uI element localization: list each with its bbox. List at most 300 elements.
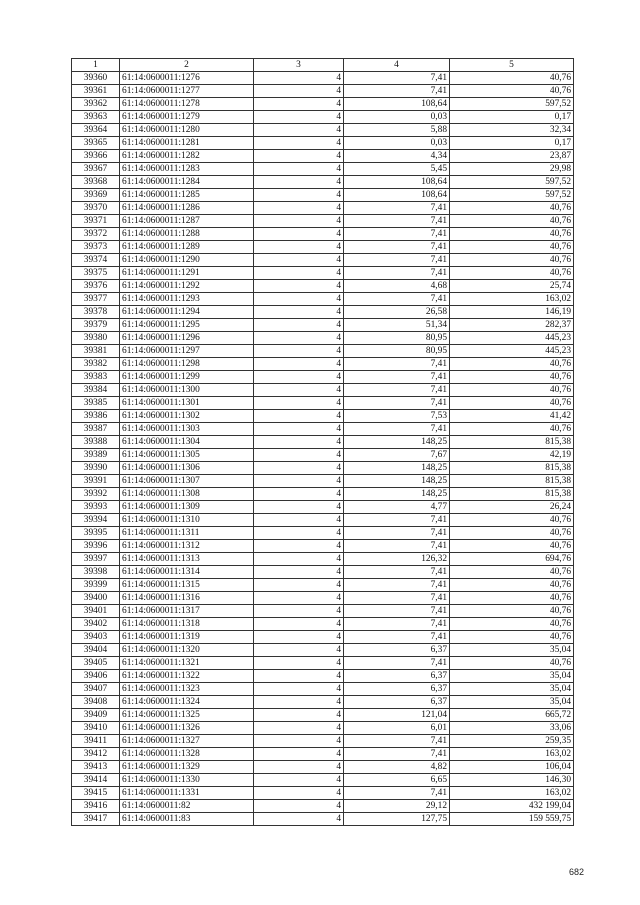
value-cell: 146,19 xyxy=(450,306,574,319)
table-row xyxy=(72,163,574,176)
row-number-cell: 39390 xyxy=(72,462,120,475)
cadastral-number-cell: 61:14:0600011:1286 xyxy=(120,202,254,215)
value-cell: 445,23 xyxy=(450,332,574,345)
cadastral-number-cell: 61:14:0600011:1319 xyxy=(120,631,254,644)
row-number-cell: 39369 xyxy=(72,189,120,202)
row-number-cell: 39404 xyxy=(72,644,120,657)
cadastral-number-cell: 61:14:0600011:1326 xyxy=(120,722,254,735)
cadastral-number-cell: 61:14:0600011:1292 xyxy=(120,280,254,293)
table-row xyxy=(72,254,574,267)
code-cell: 4 xyxy=(254,787,344,800)
area-cell: 7,41 xyxy=(344,202,450,215)
code-cell: 4 xyxy=(254,683,344,696)
code-cell: 4 xyxy=(254,280,344,293)
table-row xyxy=(72,748,574,761)
row-number-cell: 39366 xyxy=(72,150,120,163)
cadastral-number-cell: 61:14:0600011:1282 xyxy=(120,150,254,163)
area-cell: 7,41 xyxy=(344,423,450,436)
code-cell: 4 xyxy=(254,501,344,514)
table-row xyxy=(72,553,574,566)
value-cell: 40,76 xyxy=(450,605,574,618)
cadastral-number-cell: 61:14:0600011:1283 xyxy=(120,163,254,176)
row-number-cell: 39415 xyxy=(72,787,120,800)
table-row xyxy=(72,397,574,410)
area-cell: 7,41 xyxy=(344,228,450,241)
area-cell: 80,95 xyxy=(344,345,450,358)
area-cell: 7,53 xyxy=(344,410,450,423)
table-row xyxy=(72,735,574,748)
value-cell: 40,76 xyxy=(450,566,574,579)
cadastral-number-cell: 61:14:0600011:1318 xyxy=(120,618,254,631)
cadastral-number-cell: 61:14:0600011:1304 xyxy=(120,436,254,449)
area-cell: 7,41 xyxy=(344,748,450,761)
table-row xyxy=(72,709,574,722)
row-number-cell: 39365 xyxy=(72,137,120,150)
cadastral-number-cell: 61:14:0600011:1291 xyxy=(120,267,254,280)
code-cell: 4 xyxy=(254,202,344,215)
code-cell: 4 xyxy=(254,475,344,488)
area-cell: 26,58 xyxy=(344,306,450,319)
value-cell: 163,02 xyxy=(450,787,574,800)
table-header-row xyxy=(72,59,574,72)
value-cell: 40,76 xyxy=(450,540,574,553)
table-row xyxy=(72,124,574,137)
area-cell: 7,41 xyxy=(344,267,450,280)
area-cell: 7,41 xyxy=(344,358,450,371)
code-cell: 4 xyxy=(254,579,344,592)
value-cell: 597,52 xyxy=(450,98,574,111)
cadastral-number-cell: 61:14:0600011:1310 xyxy=(120,514,254,527)
column-header-1: 1 xyxy=(72,59,120,72)
row-number-cell: 39403 xyxy=(72,631,120,644)
value-cell: 32,34 xyxy=(450,124,574,137)
row-number-cell: 39396 xyxy=(72,540,120,553)
value-cell: 815,38 xyxy=(450,488,574,501)
value-cell: 40,76 xyxy=(450,358,574,371)
area-cell: 6,01 xyxy=(344,722,450,735)
row-number-cell: 39362 xyxy=(72,98,120,111)
value-cell: 282,37 xyxy=(450,319,574,332)
cadastral-number-cell: 61:14:0600011:1317 xyxy=(120,605,254,618)
cadastral-number-cell: 61:14:0600011:1329 xyxy=(120,761,254,774)
code-cell: 4 xyxy=(254,436,344,449)
value-cell: 40,76 xyxy=(450,228,574,241)
value-cell: 33,06 xyxy=(450,722,574,735)
cadastral-number-cell: 61:14:0600011:1306 xyxy=(120,462,254,475)
code-cell: 4 xyxy=(254,163,344,176)
area-cell: 7,41 xyxy=(344,540,450,553)
table-row xyxy=(72,306,574,319)
table-row xyxy=(72,150,574,163)
table-row xyxy=(72,540,574,553)
value-cell: 445,23 xyxy=(450,345,574,358)
code-cell: 4 xyxy=(254,241,344,254)
cadastral-number-cell: 61:14:0600011:1331 xyxy=(120,787,254,800)
code-cell: 4 xyxy=(254,735,344,748)
cadastral-number-cell: 61:14:0600011:1321 xyxy=(120,657,254,670)
area-cell: 7,41 xyxy=(344,397,450,410)
column-header-5: 5 xyxy=(450,59,574,72)
cadastral-number-cell: 61:14:0600011:1289 xyxy=(120,241,254,254)
row-number-cell: 39417 xyxy=(72,813,120,826)
table-row xyxy=(72,813,574,826)
row-number-cell: 39382 xyxy=(72,358,120,371)
value-cell: 0,17 xyxy=(450,111,574,124)
row-number-cell: 39409 xyxy=(72,709,120,722)
row-number-cell: 39374 xyxy=(72,254,120,267)
cadastral-number-cell: 61:14:0600011:1293 xyxy=(120,293,254,306)
code-cell: 4 xyxy=(254,85,344,98)
row-number-cell: 39413 xyxy=(72,761,120,774)
area-cell: 148,25 xyxy=(344,462,450,475)
table-row xyxy=(72,761,574,774)
code-cell: 4 xyxy=(254,345,344,358)
value-cell: 40,76 xyxy=(450,631,574,644)
cadastral-number-cell: 61:14:0600011:1320 xyxy=(120,644,254,657)
cadastral-number-cell: 61:14:0600011:1284 xyxy=(120,176,254,189)
cadastral-number-cell: 61:14:0600011:1281 xyxy=(120,137,254,150)
cadastral-number-cell: 61:14:0600011:82 xyxy=(120,800,254,813)
code-cell: 4 xyxy=(254,488,344,501)
cadastral-number-cell: 61:14:0600011:1300 xyxy=(120,384,254,397)
row-number-cell: 39414 xyxy=(72,774,120,787)
value-cell: 146,30 xyxy=(450,774,574,787)
cadastral-number-cell: 61:14:0600011:1323 xyxy=(120,683,254,696)
cadastral-number-cell: 61:14:0600011:1322 xyxy=(120,670,254,683)
value-cell: 40,76 xyxy=(450,397,574,410)
value-cell: 40,76 xyxy=(450,241,574,254)
table-row xyxy=(72,592,574,605)
value-cell: 40,76 xyxy=(450,423,574,436)
value-cell: 40,76 xyxy=(450,371,574,384)
area-cell: 7,41 xyxy=(344,254,450,267)
cadastral-number-cell: 61:14:0600011:1325 xyxy=(120,709,254,722)
row-number-cell: 39402 xyxy=(72,618,120,631)
value-cell: 0,17 xyxy=(450,137,574,150)
area-cell: 7,41 xyxy=(344,72,450,85)
value-cell: 40,76 xyxy=(450,657,574,670)
table-row xyxy=(72,267,574,280)
area-cell: 7,41 xyxy=(344,735,450,748)
area-cell: 126,32 xyxy=(344,553,450,566)
row-number-cell: 39373 xyxy=(72,241,120,254)
cadastral-number-cell: 61:14:0600011:1309 xyxy=(120,501,254,514)
value-cell: 40,76 xyxy=(450,527,574,540)
table-row xyxy=(72,800,574,813)
row-number-cell: 39385 xyxy=(72,397,120,410)
cadastral-number-cell: 61:14:0600011:1295 xyxy=(120,319,254,332)
table-row xyxy=(72,228,574,241)
cadastral-number-cell: 61:14:0600011:1299 xyxy=(120,371,254,384)
cadastral-number-cell: 61:14:0600011:1276 xyxy=(120,72,254,85)
area-cell: 4,82 xyxy=(344,761,450,774)
area-cell: 7,41 xyxy=(344,514,450,527)
value-cell: 259,35 xyxy=(450,735,574,748)
code-cell: 4 xyxy=(254,631,344,644)
row-number-cell: 39380 xyxy=(72,332,120,345)
area-cell: 29,12 xyxy=(344,800,450,813)
code-cell: 4 xyxy=(254,371,344,384)
code-cell: 4 xyxy=(254,397,344,410)
area-cell: 6,37 xyxy=(344,670,450,683)
area-cell: 7,41 xyxy=(344,384,450,397)
value-cell: 106,04 xyxy=(450,761,574,774)
table-row xyxy=(72,618,574,631)
table-row xyxy=(72,527,574,540)
value-cell: 42,19 xyxy=(450,449,574,462)
code-cell: 4 xyxy=(254,540,344,553)
table-row xyxy=(72,293,574,306)
table-row xyxy=(72,787,574,800)
area-cell: 108,64 xyxy=(344,176,450,189)
row-number-cell: 39408 xyxy=(72,696,120,709)
value-cell: 432 199,04 xyxy=(450,800,574,813)
area-cell: 7,41 xyxy=(344,85,450,98)
code-cell: 4 xyxy=(254,384,344,397)
code-cell: 4 xyxy=(254,657,344,670)
row-number-cell: 39395 xyxy=(72,527,120,540)
code-cell: 4 xyxy=(254,410,344,423)
table-row xyxy=(72,423,574,436)
value-cell: 163,02 xyxy=(450,748,574,761)
area-cell: 108,64 xyxy=(344,189,450,202)
code-cell: 4 xyxy=(254,449,344,462)
value-cell: 35,04 xyxy=(450,644,574,657)
cadastral-number-cell: 61:14:0600011:1287 xyxy=(120,215,254,228)
table-row xyxy=(72,345,574,358)
code-cell: 4 xyxy=(254,189,344,202)
row-number-cell: 39379 xyxy=(72,319,120,332)
cadastral-number-cell: 61:14:0600011:1301 xyxy=(120,397,254,410)
column-header-2: 2 xyxy=(120,59,254,72)
value-cell: 40,76 xyxy=(450,85,574,98)
cadastral-number-cell: 61:14:0600011:1314 xyxy=(120,566,254,579)
code-cell: 4 xyxy=(254,761,344,774)
code-cell: 4 xyxy=(254,644,344,657)
row-number-cell: 39398 xyxy=(72,566,120,579)
row-number-cell: 39410 xyxy=(72,722,120,735)
code-cell: 4 xyxy=(254,696,344,709)
value-cell: 40,76 xyxy=(450,592,574,605)
code-cell: 4 xyxy=(254,748,344,761)
cadastral-number-cell: 61:14:0600011:1280 xyxy=(120,124,254,137)
value-cell: 40,76 xyxy=(450,72,574,85)
row-number-cell: 39378 xyxy=(72,306,120,319)
value-cell: 26,24 xyxy=(450,501,574,514)
table-row xyxy=(72,98,574,111)
value-cell: 29,98 xyxy=(450,163,574,176)
table-row xyxy=(72,410,574,423)
table-row xyxy=(72,332,574,345)
area-cell: 4,68 xyxy=(344,280,450,293)
table-row xyxy=(72,696,574,709)
code-cell: 4 xyxy=(254,293,344,306)
code-cell: 4 xyxy=(254,111,344,124)
code-cell: 4 xyxy=(254,774,344,787)
table-row xyxy=(72,501,574,514)
table-row xyxy=(72,683,574,696)
cadastral-number-cell: 61:14:0600011:1311 xyxy=(120,527,254,540)
area-cell: 127,75 xyxy=(344,813,450,826)
table-row xyxy=(72,566,574,579)
area-cell: 4,77 xyxy=(344,501,450,514)
row-number-cell: 39393 xyxy=(72,501,120,514)
row-number-cell: 39372 xyxy=(72,228,120,241)
row-number-cell: 39377 xyxy=(72,293,120,306)
area-cell: 80,95 xyxy=(344,332,450,345)
area-cell: 148,25 xyxy=(344,475,450,488)
table-row xyxy=(72,657,574,670)
area-cell: 148,25 xyxy=(344,488,450,501)
code-cell: 4 xyxy=(254,332,344,345)
code-cell: 4 xyxy=(254,267,344,280)
table-row xyxy=(72,670,574,683)
row-number-cell: 39399 xyxy=(72,579,120,592)
table-row xyxy=(72,631,574,644)
row-number-cell: 39371 xyxy=(72,215,120,228)
table-row xyxy=(72,137,574,150)
row-number-cell: 39411 xyxy=(72,735,120,748)
value-cell: 35,04 xyxy=(450,696,574,709)
code-cell: 4 xyxy=(254,72,344,85)
value-cell: 35,04 xyxy=(450,670,574,683)
cadastral-number-cell: 61:14:0600011:1290 xyxy=(120,254,254,267)
code-cell: 4 xyxy=(254,670,344,683)
value-cell: 665,72 xyxy=(450,709,574,722)
area-cell: 6,37 xyxy=(344,696,450,709)
value-cell: 23,87 xyxy=(450,150,574,163)
table-row xyxy=(72,722,574,735)
code-cell: 4 xyxy=(254,566,344,579)
area-cell: 7,41 xyxy=(344,605,450,618)
table-row xyxy=(72,358,574,371)
code-cell: 4 xyxy=(254,319,344,332)
value-cell: 694,76 xyxy=(450,553,574,566)
cadastral-number-cell: 61:14:0600011:1303 xyxy=(120,423,254,436)
area-cell: 0,03 xyxy=(344,111,450,124)
cadastral-number-cell: 61:14:0600011:1312 xyxy=(120,540,254,553)
area-cell: 7,41 xyxy=(344,579,450,592)
column-header-3: 3 xyxy=(254,59,344,72)
row-number-cell: 39376 xyxy=(72,280,120,293)
code-cell: 4 xyxy=(254,592,344,605)
value-cell: 40,76 xyxy=(450,579,574,592)
row-number-cell: 39412 xyxy=(72,748,120,761)
table-row xyxy=(72,72,574,85)
code-cell: 4 xyxy=(254,462,344,475)
value-cell: 35,04 xyxy=(450,683,574,696)
row-number-cell: 39389 xyxy=(72,449,120,462)
row-number-cell: 39407 xyxy=(72,683,120,696)
cadastral-number-cell: 61:14:0600011:1305 xyxy=(120,449,254,462)
code-cell: 4 xyxy=(254,800,344,813)
table-row xyxy=(72,384,574,397)
cadastral-number-cell: 61:14:0600011:1313 xyxy=(120,553,254,566)
table-row xyxy=(72,514,574,527)
value-cell: 815,38 xyxy=(450,475,574,488)
cadastral-number-cell: 61:14:0600011:1330 xyxy=(120,774,254,787)
cadastral-number-cell: 61:14:0600011:1296 xyxy=(120,332,254,345)
table-row xyxy=(72,215,574,228)
cadastral-number-cell: 61:14:0600011:1279 xyxy=(120,111,254,124)
row-number-cell: 39386 xyxy=(72,410,120,423)
table-row xyxy=(72,85,574,98)
value-cell: 40,76 xyxy=(450,254,574,267)
area-cell: 5,45 xyxy=(344,163,450,176)
value-cell: 163,02 xyxy=(450,293,574,306)
value-cell: 597,52 xyxy=(450,176,574,189)
code-cell: 4 xyxy=(254,423,344,436)
cadastral-number-cell: 61:14:0600011:1288 xyxy=(120,228,254,241)
row-number-cell: 39368 xyxy=(72,176,120,189)
cadastral-number-cell: 61:14:0600011:1285 xyxy=(120,189,254,202)
code-cell: 4 xyxy=(254,813,344,826)
value-cell: 40,76 xyxy=(450,202,574,215)
value-cell: 159 559,75 xyxy=(450,813,574,826)
area-cell: 7,41 xyxy=(344,527,450,540)
table-row xyxy=(72,280,574,293)
code-cell: 4 xyxy=(254,514,344,527)
cadastral-number-cell: 61:14:0600011:1308 xyxy=(120,488,254,501)
table-row xyxy=(72,475,574,488)
value-cell: 25,74 xyxy=(450,280,574,293)
code-cell: 4 xyxy=(254,358,344,371)
row-number-cell: 39384 xyxy=(72,384,120,397)
row-number-cell: 39387 xyxy=(72,423,120,436)
cadastral-number-cell: 61:14:0600011:1277 xyxy=(120,85,254,98)
row-number-cell: 39416 xyxy=(72,800,120,813)
row-number-cell: 39401 xyxy=(72,605,120,618)
row-number-cell: 39383 xyxy=(72,371,120,384)
value-cell: 41,42 xyxy=(450,410,574,423)
value-cell: 815,38 xyxy=(450,436,574,449)
table-row xyxy=(72,644,574,657)
cadastral-number-cell: 61:14:0600011:1315 xyxy=(120,579,254,592)
table-row xyxy=(72,176,574,189)
table-body xyxy=(72,72,574,826)
value-cell: 40,76 xyxy=(450,384,574,397)
code-cell: 4 xyxy=(254,618,344,631)
table-row xyxy=(72,189,574,202)
area-cell: 51,34 xyxy=(344,319,450,332)
code-cell: 4 xyxy=(254,605,344,618)
area-cell: 5,88 xyxy=(344,124,450,137)
cadastral-number-cell: 61:14:0600011:1302 xyxy=(120,410,254,423)
row-number-cell: 39405 xyxy=(72,657,120,670)
value-cell: 597,52 xyxy=(450,189,574,202)
table-row xyxy=(72,371,574,384)
row-number-cell: 39370 xyxy=(72,202,120,215)
code-cell: 4 xyxy=(254,228,344,241)
code-cell: 4 xyxy=(254,722,344,735)
area-cell: 6,37 xyxy=(344,644,450,657)
area-cell: 108,64 xyxy=(344,98,450,111)
table-row xyxy=(72,605,574,618)
code-cell: 4 xyxy=(254,176,344,189)
row-number-cell: 39375 xyxy=(72,267,120,280)
row-number-cell: 39391 xyxy=(72,475,120,488)
area-cell: 4,34 xyxy=(344,150,450,163)
table-row xyxy=(72,202,574,215)
row-number-cell: 39388 xyxy=(72,436,120,449)
cadastral-number-cell: 61:14:0600011:1297 xyxy=(120,345,254,358)
row-number-cell: 39381 xyxy=(72,345,120,358)
row-number-cell: 39363 xyxy=(72,111,120,124)
table-row xyxy=(72,436,574,449)
code-cell: 4 xyxy=(254,124,344,137)
table-row xyxy=(72,462,574,475)
code-cell: 4 xyxy=(254,98,344,111)
